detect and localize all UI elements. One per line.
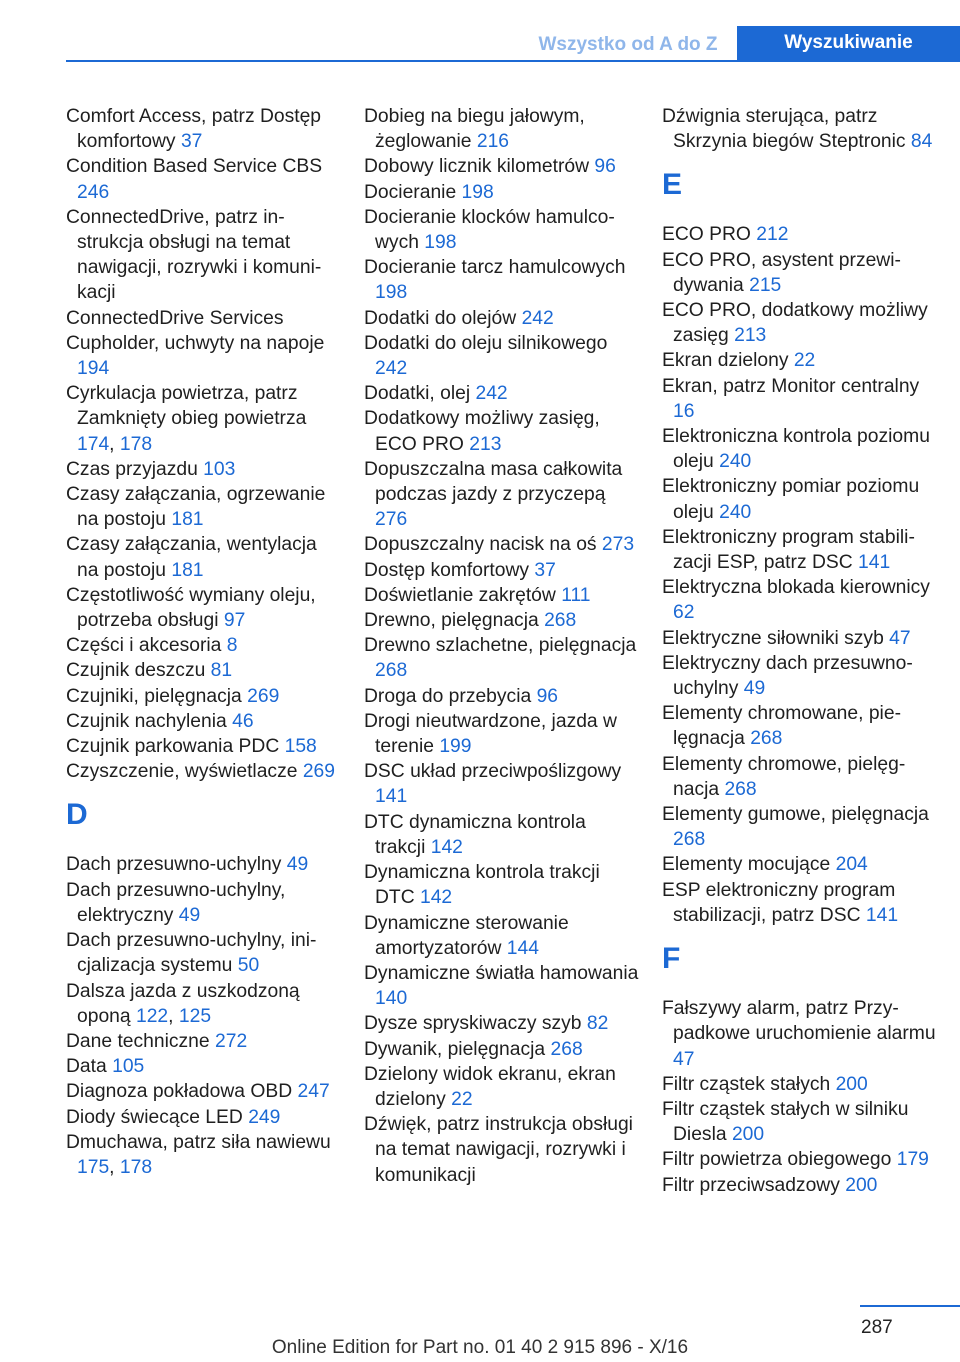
index-entry (662, 878, 938, 928)
index-entry (66, 709, 342, 734)
page-link[interactable]: 204 (835, 854, 868, 876)
index-entry (662, 651, 938, 701)
entry-text: Czujnik deszczu (66, 660, 211, 682)
page-link[interactable]: 16 (673, 400, 695, 422)
entry-text: Dach przesuwno-uchylny, inicjalizacja systemu (66, 930, 317, 977)
page-link[interactable]: 50 (237, 955, 260, 977)
page-link[interactable]: 200 (835, 1073, 868, 1095)
index-entry (66, 154, 342, 204)
page-link[interactable]: 200 (845, 1174, 878, 1196)
index-entry (662, 852, 938, 877)
index-entry (662, 104, 938, 154)
index-entry (662, 348, 938, 373)
page-link[interactable]: 142 (430, 836, 463, 858)
page-link[interactable]: 158 (284, 736, 317, 758)
index-entry (662, 222, 938, 247)
index-entry (662, 701, 938, 751)
entry-text: Drogi nieutwardzone, jazda w terenie (364, 710, 617, 758)
page-link[interactable]: 96 (594, 156, 616, 178)
page-link[interactable]: 179 (896, 1149, 929, 1171)
page-link[interactable]: 141 (865, 904, 899, 926)
entry-text: Filtr cząstek stałych (662, 1073, 836, 1095)
index-entry (662, 626, 938, 651)
entry-text: Ekran, patrz Monitor centralny (662, 375, 920, 397)
index-entry (364, 306, 640, 331)
page-link[interactable]: 268 (724, 778, 757, 800)
entry-text: Condition Based Service CBS (66, 156, 323, 178)
entry-text: Czasy załączania, ogrzewanie na postoju (66, 484, 326, 531)
index-entry (364, 406, 640, 456)
footer-rule (860, 1305, 960, 1307)
page-link[interactable]: 8 (226, 635, 238, 657)
index-entry (66, 759, 342, 784)
page-link[interactable]: 268 (673, 829, 706, 851)
index-entry: Dmuchawa, patrz siła nawiewu 175, 178 (66, 1131, 331, 1178)
index-entry (662, 374, 938, 424)
page-link[interactable]: 269 (302, 761, 335, 783)
entry-text: Docieranie (364, 181, 462, 203)
entry-text: Elementy chromowe, pielęgnacja (662, 753, 906, 800)
page-link[interactable]: 181 (171, 559, 204, 581)
entry-text: Docieranie klocków hamulcowych (364, 206, 615, 254)
index-entry (364, 331, 640, 381)
entry-text: Czasy załączania, wentylacja na postoju (66, 534, 317, 581)
page-link[interactable]: 49 (178, 904, 201, 926)
index-entry (66, 658, 342, 683)
entry-text: Dynamiczne światła hamowania (364, 962, 639, 984)
page-number: 287 (861, 1317, 893, 1338)
index-entry (662, 802, 938, 852)
page-link[interactable]: 269 (247, 685, 280, 707)
page-link[interactable]: 82 (586, 1013, 609, 1035)
section-letter: E (662, 168, 683, 202)
index-entry (662, 1097, 938, 1147)
entry-text: Dostęp komfortowy (364, 559, 535, 581)
header-rule (66, 60, 960, 62)
entry-text: Drewno, pielęgnacja (364, 610, 545, 632)
entry-text: Elektryczny dach przesuwno-uchylny (662, 652, 913, 700)
index-entry (364, 709, 640, 759)
page-link[interactable]: 122 (135, 1005, 169, 1027)
page-link[interactable]: 272 (215, 1030, 248, 1052)
index-entry (364, 381, 640, 406)
index-entry (662, 298, 938, 348)
entry-text: Czujnik nachylenia (66, 710, 233, 732)
entry-text: Filtr cząstek stałych w silniku Diesla (662, 1098, 909, 1146)
page-link[interactable]: 242 (375, 358, 408, 380)
index-entry (662, 525, 938, 575)
page-link[interactable]: 199 (439, 736, 472, 758)
entry-text: Czas przyjazdu (66, 458, 204, 480)
entry-text: Dodatki, olej (364, 383, 476, 405)
page-link[interactable]: 142 (419, 887, 453, 909)
page-link[interactable]: 175 (77, 1156, 110, 1178)
index-entry: Cyrkulacja powietrza, patrz Zamknięty obieg powietrza 174, 178 (66, 383, 307, 455)
entry-text: Dźwignia sterująca, patrz Skrzynia biegów Steptronic (662, 106, 911, 153)
page-link[interactable]: 268 (544, 610, 577, 632)
entry-text: Elektroniczna kontrola poziomu oleju (662, 426, 930, 473)
page-link[interactable]: 144 (506, 937, 539, 959)
page-link[interactable]: 247 (297, 1081, 330, 1103)
page-link[interactable]: 240 (719, 501, 752, 523)
entry-text: Czyszczenie, wyświetlacze (66, 761, 303, 783)
page-link[interactable]: 47 (889, 627, 911, 649)
index-entry (66, 532, 342, 582)
entry-text: Dywanik, pielęgnacja (364, 1038, 551, 1060)
index-entry (662, 575, 938, 625)
entry-text: Droga do przebycia (364, 685, 537, 707)
page-link[interactable]: 268 (550, 1038, 583, 1060)
page-link[interactable]: 198 (375, 282, 408, 304)
page-link[interactable]: 49 (743, 678, 766, 700)
entry-text: Dynamiczne sterowanie amortyzatorów (364, 912, 569, 959)
page-link[interactable]: 141 (858, 552, 891, 574)
entry-text: Dach przesuwno-uchylny, elektryczny (66, 879, 286, 926)
entry-text: Dodatki do oleju silnikowego (364, 332, 608, 354)
index-entry (662, 474, 938, 524)
entry-text: Data (66, 1056, 113, 1078)
index-entry (364, 608, 640, 633)
page-link[interactable]: 125 (178, 1005, 212, 1027)
section-letter: F (662, 942, 681, 976)
entry-text: Częstotliwość wymiany oleju, potrzeba obsługi (66, 584, 316, 632)
entry-text: ECO PRO (662, 224, 757, 246)
index-entry (66, 306, 342, 331)
index-entry (364, 532, 640, 557)
index-entry (364, 205, 640, 255)
entry-text: Czujniki, pielęgnacja (66, 685, 248, 707)
entry-text: Dynamiczna kontrola trakcji DTC (364, 862, 600, 909)
page-header (0, 0, 960, 62)
page-link[interactable]: 213 (734, 325, 767, 347)
page-link[interactable]: 198 (461, 181, 494, 203)
page-link[interactable]: 212 (756, 224, 789, 246)
entry-text: Dopuszczalna masa całkowita podczas jazdy z przyczepą (364, 458, 623, 506)
page-link[interactable]: 242 (521, 307, 554, 329)
index-entry (364, 860, 640, 910)
section-tab[interactable]: Wszystko od A do Z (538, 34, 718, 55)
index-entry: Dalsza jazda z uszkodzoną oponą 122, 125 (66, 980, 300, 1027)
entry-text: ESP elektroniczny program stabilizacji, patrz DSC (662, 879, 896, 926)
entry-text: Fałszywy alarm, patrz Przypadkowe uruchomienie alarmu (662, 998, 936, 1045)
index-entry (66, 633, 342, 658)
page-link[interactable]: 240 (719, 451, 752, 473)
page-link[interactable]: 249 (248, 1106, 281, 1128)
entry-text: Dopuszczalny nacisk na oś (364, 534, 602, 556)
entry-text: Drewno szlachetne, pielęgnacja (364, 635, 637, 657)
page-link[interactable]: 215 (749, 274, 782, 296)
page-link[interactable]: 97 (223, 610, 246, 632)
page-link[interactable]: 96 (536, 685, 559, 707)
index-entry (364, 1112, 640, 1188)
index-column-3 (662, 104, 938, 1198)
page-link[interactable]: 141 (375, 786, 408, 808)
index-entry (662, 1072, 938, 1097)
index-entry (662, 996, 938, 1072)
index-entry (66, 104, 342, 154)
entry-text: Cupholder, uchwyty na napoje (66, 332, 325, 354)
index-entry (364, 1037, 640, 1062)
index-entry (364, 1062, 640, 1112)
index-entry (66, 684, 342, 709)
index-entry (66, 1105, 342, 1130)
index-entry (364, 255, 640, 305)
index-entry (66, 878, 342, 928)
index-entry (364, 558, 640, 583)
page-link[interactable]: 37 (534, 559, 556, 581)
index-entry (66, 928, 342, 978)
index-entry (364, 180, 640, 205)
index-entry (66, 1054, 342, 1079)
entry-text: ConnectedDrive Services (66, 307, 284, 329)
entry-text: Elementy chromowane, pielęgnacja (662, 703, 901, 750)
page-link[interactable]: 140 (375, 988, 408, 1010)
page-link[interactable]: 178 (119, 1156, 153, 1178)
index-entry (662, 248, 938, 298)
entry-text: Filtr przeciwsadzowy (662, 1174, 846, 1196)
index-entry (364, 759, 640, 809)
entry-text: ECO PRO, asystent przewidywania (662, 249, 901, 296)
index-entry (66, 331, 342, 381)
entry-text: Dzielony widok ekranu, ekran dzielony (364, 1063, 616, 1110)
page-link[interactable]: 22 (451, 1088, 473, 1110)
page-link[interactable]: 178 (119, 433, 153, 455)
entry-text: Dodatkowy możliwy zasięg, ECO PRO (364, 408, 600, 455)
index-entry (66, 457, 342, 482)
entry-text: Dysze spryskiwaczy szyb (364, 1013, 587, 1035)
index-entry (364, 633, 640, 683)
index-entry (364, 104, 640, 154)
entry-text: Dźwięk, patrz instrukcja obsługi na temat nawigacji, rozrywki i komunikacji (364, 1114, 633, 1186)
page-link[interactable]: 62 (673, 602, 695, 624)
index-entry (364, 911, 640, 961)
index-entry (66, 1079, 342, 1104)
entry-text: Czujnik parkowania PDC (66, 736, 285, 758)
page-link[interactable]: 216 (476, 131, 510, 153)
index-entry (662, 1147, 938, 1172)
page-link[interactable]: 49 (286, 854, 309, 876)
page-link[interactable]: 268 (750, 728, 783, 750)
index-entry (66, 583, 342, 633)
entry-text: Dobieg na biegu jałowym, żeglowanie (364, 106, 585, 153)
entry-text: Diagnoza pokładowa OBD (66, 1081, 298, 1103)
page-link[interactable]: 84 (910, 131, 933, 153)
page-link[interactable]: 273 (601, 534, 635, 556)
page-link[interactable]: 268 (375, 660, 408, 682)
page-link[interactable]: 81 (210, 660, 233, 682)
index-entry (364, 457, 640, 533)
index-column-2 (364, 104, 640, 1188)
index-entry (364, 154, 640, 179)
entry-text: Dach przesuwno-uchylny (66, 854, 287, 876)
page-link[interactable]: 111 (561, 584, 591, 606)
index-entry (364, 961, 640, 1011)
entry-text: Elektryczna blokada kierownicy (662, 577, 930, 599)
active-tab[interactable]: Wyszukiwanie (737, 26, 960, 60)
page-link[interactable]: 242 (475, 383, 508, 405)
page-link[interactable]: 105 (112, 1056, 145, 1078)
page-link[interactable]: 174 (77, 433, 110, 455)
index-entry (364, 684, 640, 709)
index-entry (662, 424, 938, 474)
entry-text: Elementy mocujące (662, 854, 836, 876)
index-entry (662, 752, 938, 802)
entry-text: Doświetlanie zakrętów (364, 584, 562, 606)
entry-text: ECO PRO, dodatkowy możliwy zasięg (662, 300, 928, 347)
index-entry (66, 1029, 342, 1054)
page-link[interactable]: 198 (424, 232, 457, 254)
entry-text: Elektroniczny pomiar poziomu oleju (662, 476, 920, 523)
page-link[interactable]: 47 (673, 1048, 695, 1070)
index-entry (66, 734, 342, 759)
entry-text: Dodatki do olejów (364, 307, 522, 329)
section-letter: D (66, 798, 88, 832)
index-column-1 (66, 104, 342, 1180)
footer-text: Online Edition for Part no. 01 40 2 915 896 - X/16 (271, 1337, 689, 1358)
page-link[interactable]: 46 (232, 710, 254, 732)
page-link[interactable]: 200 (731, 1124, 765, 1146)
index-entry (66, 482, 342, 532)
entry-text: Części i akcesoria (66, 635, 227, 657)
entry-text: Elektroniczny program stabilizacji ESP, patrz DSC (662, 526, 915, 574)
page-link[interactable]: 194 (77, 358, 110, 380)
page-link[interactable]: 276 (375, 509, 408, 531)
entry-text: Dmuchawa, patrz siła nawiewu (66, 1131, 331, 1153)
entry-text: Dalsza jazda z uszkodzoną oponą (66, 980, 300, 1027)
index-entry (364, 583, 640, 608)
index-entry (66, 205, 342, 306)
entry-text: DSC układ przeciwpoślizgowy (364, 761, 622, 783)
page-link[interactable]: 213 (469, 433, 502, 455)
entry-text: Dobowy licznik kilometrów (364, 156, 595, 178)
entry-text: DTC dynamiczna kontrola trakcji (364, 811, 586, 858)
page-link[interactable]: 103 (203, 458, 236, 480)
page-link[interactable]: 37 (180, 131, 203, 153)
page-link[interactable]: 181 (171, 509, 204, 531)
index-entry (662, 1173, 938, 1198)
entry-text: Dane techniczne (66, 1030, 215, 1052)
entry-text: Elektryczne siłowniki szyb (662, 627, 890, 649)
page-link[interactable]: 22 (793, 350, 816, 372)
entry-text: Filtr powietrza obiegowego (662, 1149, 897, 1171)
index-entry (364, 810, 640, 860)
index-entry (364, 1011, 640, 1036)
entry-text: Diody świecące LED (66, 1106, 249, 1128)
entry-text: Ekran dzielony (662, 350, 794, 372)
entry-text: Elementy gumowe, pielęgnacja (662, 804, 929, 826)
entry-text: Comfort Access, patrz Dostęp komfortowy (66, 106, 322, 153)
entry-text: Docieranie tarcz hamulcowych (364, 257, 626, 279)
index-entry (66, 852, 342, 877)
entry-text: Cyrkulacja powietrza, patrz Zamknięty obieg powietrza (66, 383, 307, 430)
page-link[interactable]: 246 (77, 181, 110, 203)
entry-text: ConnectedDrive, patrz instrukcja obsługi na temat nawigacji, rozrywki i komunikacji (66, 206, 322, 304)
